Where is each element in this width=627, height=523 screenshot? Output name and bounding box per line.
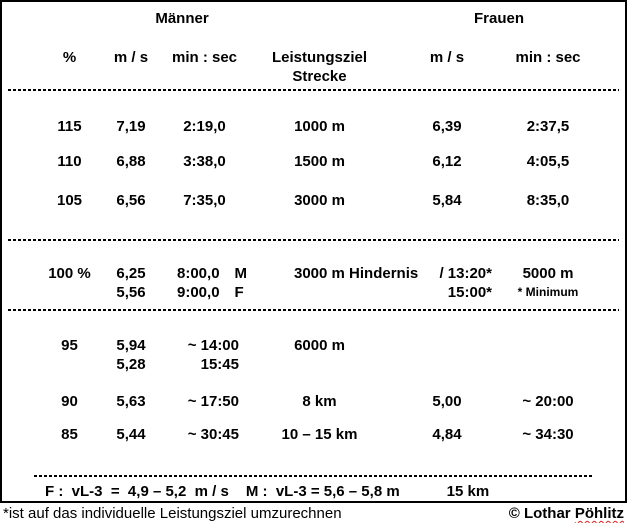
table-row-95 [2,336,625,374]
minsec-men-cell: 7:35,0 [183,192,226,209]
percent-cell: 95 [61,337,78,354]
minsec-men-cell: 3:38,0 [183,153,226,170]
minsec-women-cell: 4:05,5 [526,153,570,170]
percent-cell: 85 [61,426,78,443]
percent-cell: 115 [57,118,82,135]
col-header-ms-women: m / s [429,49,465,66]
ms-women-cell: 6,12 [432,153,462,170]
copyright-prefix: © Lothar [508,505,575,522]
ms-men-cell [105,264,157,302]
ms-men-cell: 6,88 [116,153,146,170]
ms-women-cell: 5,00 [432,393,462,410]
minsec-men-cell [157,336,252,374]
minsec-men-time2: 9:00,0 [177,284,220,301]
ms-women-line2: 15:00* [447,284,492,301]
minsec-men-line1: ~ 14:00 [187,337,239,354]
percent-cell: 100 % [48,265,91,282]
table-row-105 [2,193,625,209]
copyright [509,506,624,522]
dashed-divider [8,309,619,311]
below-table-row [0,506,627,522]
sex-label-f: F [234,284,244,301]
minsec-men-line2: 15:45 [200,356,239,373]
ms-women-line1: / 13:20* [439,265,492,282]
sex-label-m: M [234,265,248,282]
col-header-minsec-women: min : sec [515,49,581,66]
minsec-women-cell [507,264,625,302]
distance-cell: 1000 m [294,118,345,135]
vl3-summary-row [2,484,625,500]
minsec-women-cell: 8:35,0 [526,192,570,209]
col-header-target [252,48,387,86]
ms-men-cell: 6,56 [116,192,146,209]
ms-women-cell [387,264,507,302]
copyright-name-spellcheck: Pöhlitz [574,505,624,522]
distance-cell: 10 – 15 km [281,426,358,443]
women-header: Frauen [473,10,525,27]
distance-cell: 8 km [302,393,337,410]
col-header-percent: % [62,49,77,66]
col-header-target-line2: Strecke [292,68,347,85]
dashed-divider [34,475,593,477]
minsec-men-cell [157,264,252,302]
ms-men-cell: 5,63 [116,393,146,410]
percent-cell: 105 [56,192,83,209]
minsec-men-cell: ~ 17:50 [187,393,239,410]
col-header-target-line1: Leistungsziel [271,49,368,66]
distance-cell: 3000 m [294,192,345,209]
minsec-women-cell: ~ 34:30 [522,426,574,443]
ms-women-cell: 6,39 [432,118,462,135]
ms-women-cell: 5,84 [432,192,462,209]
minsec-women-cell: ~ 20:00 [522,393,574,410]
ms-men-cell: 5,44 [116,426,146,443]
ms-men-line2: 5,28 [116,356,146,373]
ms-women-cell: 4,84 [432,426,462,443]
ms-men-cell [105,336,157,374]
minsec-women-cell: 2:37,5 [526,118,570,135]
table-row-100 [2,264,625,302]
table-row-90 [2,394,625,410]
minsec-men-line2 [177,283,252,302]
distance-cell: 1500 m [294,153,345,170]
table-row-85 [2,427,625,443]
minimum-note: * Minimum [517,285,579,299]
distance-cell: 3000 m Hindernis [294,265,419,282]
ms-men-line2: 5,56 [116,284,146,301]
men-header: Männer [155,10,209,27]
col-header-minsec-men: min : sec [171,49,238,66]
vl3-men-value: M : vL-3 = 5,6 – 5,8 m [245,483,400,500]
ms-men-line1: 6,25 [116,265,146,282]
minsec-women-line1: 5000 m [522,265,574,282]
table-row-110 [2,154,625,170]
asterisk-footnote: *ist auf das individuelle Leistungsziel umzurechnen [3,505,342,522]
minsec-men-line1 [177,264,252,283]
dashed-divider [8,89,619,91]
table-row-115 [2,119,625,135]
vl3-women-value: F : vL-3 = 4,9 – 5,2 m / s [45,483,229,500]
percent-cell: 90 [61,393,78,410]
distance-cell: 6000 m [294,337,345,354]
ms-men-cell: 7,19 [116,118,146,135]
percent-cell: 110 [57,153,82,170]
col-header-ms-men: m / s [113,49,149,66]
dashed-divider [8,239,619,241]
ms-men-line1: 5,94 [116,337,146,354]
minsec-men-time1: 8:00,0 [177,265,220,282]
column-header-row [2,48,625,86]
minsec-men-cell: 2:19,0 [183,118,226,135]
minsec-men-cell: ~ 30:45 [187,426,239,443]
group-header-row [2,10,625,27]
vl3-distance: 15 km [446,483,490,500]
